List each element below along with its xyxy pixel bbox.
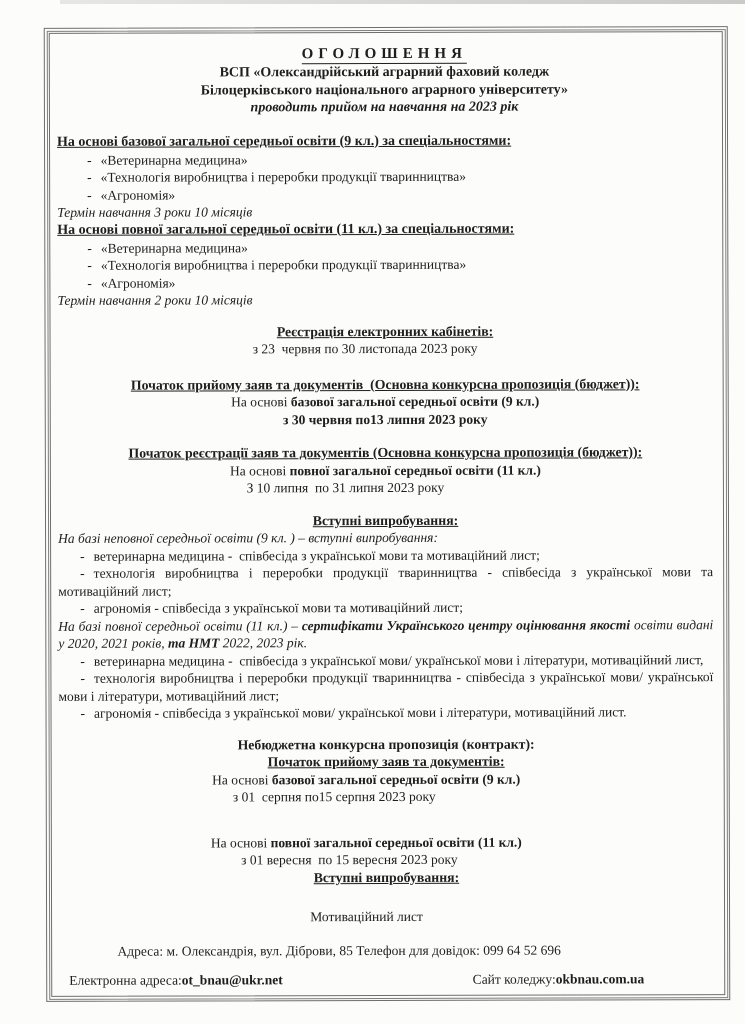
basis-prefix: На основі [231,394,291,410]
basis-bold: повної загальної середньої освіти (11 кл.) [270,834,522,850]
contact-footer [59,941,714,990]
exam-item-text: технологія виробництва і переробки продукції тваринництва - співбесіда з української мови/ української мови і літератури, мотиваційний лист; [58,669,717,704]
dash-bullet: - [87,187,92,203]
specialty-label: «Агрономія» [100,187,176,203]
admission-11-heading: На основі повної загальної середньої освіти (11 кл.) за спеціальностями: [57,221,515,238]
specialty-label: «Ветеринарна медицина» [100,239,248,256]
basis-prefix: На основі [229,462,290,478]
contract-dates-11: з 01 вересня по 15 вересня 2023 року [241,851,458,868]
dash-bullet: - [87,240,92,256]
dash-bullet: - [87,169,92,185]
frame-border-middle [46,29,728,1000]
dash-bullet: - [80,705,86,721]
exam-item-text: ветеринарна медицина - співбесіда з української мови/ української мови і літератури, мотиваційний лист, [93,651,704,669]
exam-item [58,668,717,705]
contract-proposal [59,735,714,927]
exam-item-text: ветеринарна медицина - співбесіда з української мови та мотиваційний лист; [93,547,540,564]
email-line [69,971,283,989]
frame-border-outer [44,26,731,1002]
basis-prefix: На основі [210,834,271,850]
dash-bullet: - [87,152,92,168]
contract-dates-9: з 01 серпня по15 серпня 2023 року [232,788,436,805]
intake-budget-11-basis [58,461,713,480]
intake-budget-11-dates: З 10 липня по 31 липня 2023 року [246,479,445,496]
specialty-item [57,167,712,186]
contract-exams-heading: Вступні випробування: [313,869,460,885]
study-term-9: Термін навчання 3 роки 10 місяців [57,204,253,220]
intake-budget-11-heading: Початок реєстрації заяв та документів (Основна конкурсна пропозиція (бюджет)): [128,444,643,461]
specialty-item [57,150,712,169]
registration-dates: з 23 червня по 30 листопада 2023 року [252,340,478,357]
page-title-text: ОГОЛОШЕННЯ [301,45,467,63]
specialty-label: «Технологія виробництва і переробки продукції тваринництва» [100,168,466,185]
specialty-label: «Ветеринарна медицина» [100,151,248,168]
exams-intro-11 [58,616,717,653]
contract-exam-type: Мотиваційний лист [310,908,423,925]
exam-item [58,598,713,617]
dash-bullet: - [80,548,85,564]
org-name-line1: ВСП «Олександрійський аграрний фаховий коледж [219,64,550,81]
specialty-item [57,255,712,274]
intake-budget-11 [58,443,713,497]
dash-bullet: - [87,275,92,291]
basis-bold: повної загальної середньої освіти (11 кл.) [289,462,541,478]
registration-heading: Реєстрація електронних кабінетів: [276,323,494,339]
contact-row [59,970,714,989]
intake-budget-9-dates: з 30 червня по13 липня 2023 року [282,411,488,427]
exam-item [58,563,717,600]
study-term-11: Термін навчання 2 роки 10 місяців [57,292,253,308]
exams-intro-9: На базі неповної середньої освіти (9 кл. ) – вступні випробування: [58,529,438,546]
exam-item [58,546,713,565]
intake-budget-9 [58,375,713,429]
announcement-header [57,43,712,117]
address-line: Адреса: м. Олександрія, вул. Діброви, 85 Телефон для довідок: 099 64 52 696 [117,942,561,959]
basis-prefix: На основі [212,771,272,787]
admission-basis-11 [57,220,712,310]
basis-bold: базової загальної середньої освіти (9 кл.) [271,771,521,787]
scan-edge-artifact [60,0,745,4]
website-value: okbnau.com.ua [555,971,645,987]
intro-11-seg: 2022, 2023 рік. [222,635,308,651]
dash-bullet: - [80,653,85,669]
website-label: Сайт коледжу: [472,971,556,987]
dash-bullet: - [80,565,85,581]
admission-basis-9 [57,132,712,222]
intro-11-seg: освіти видані у 2020, 2021 років, [58,616,717,651]
org-name-line2: Білоцерківського національного аграрного університету» [200,82,569,98]
intake-budget-9-heading: Початок прийому заяв та документів (Основна конкурсна пропозиція (бюджет)): [130,375,640,393]
entrance-exams [58,511,717,723]
specialty-item [57,273,712,292]
page-title [57,43,712,65]
admission-9-heading: На основі базової загальної середньої освіти (9 кл.) за спеціальностями: [57,133,512,150]
contract-basis-9 [49,770,694,789]
specialty-item [57,185,712,204]
frame-border-inner [49,31,726,997]
specialty-label: «Технологія виробництва і переробки продукції тваринництва» [100,256,467,273]
dash-bullet: - [80,670,85,686]
e-cabinet-registration [57,322,712,359]
intro-11-seg: На базі повної середньої освіти (11 кл.) – [58,617,302,634]
basis-bold: базової загальної середньої освіти (9 кл.) [290,393,540,410]
contract-heading: Небюджетна конкурсна пропозиція (контракт): [237,736,535,752]
website-line [473,970,645,988]
intake-budget-9-basis [58,392,713,411]
document-frame [44,26,731,1002]
dash-bullet: - [80,600,85,616]
contract-basis-11 [49,833,694,852]
intro-11-seg-bold: та НМТ [167,635,223,651]
exam-item-text: агрономія - співбесіда з української мови та мотиваційний лист; [93,599,464,616]
contract-subheading: Початок прийому заяв та документів: [267,753,505,770]
intro-11-seg-bold: сертифікати Українського центру оцінювання якості [301,616,634,633]
email-value: ot_bnau@ukr.net [181,972,283,988]
exam-item-text: агрономія - співбесіда з української мови/ української мови і літератури, мотиваційний лист. [94,704,627,721]
exams-heading: Вступні випробування: [312,512,459,528]
dash-bullet: - [87,257,92,273]
exam-item [58,651,713,670]
specialty-label: «Агрономія» [100,275,176,291]
exam-item-text: технологія виробництва і переробки продукції тваринництва - співбесіда з української мови та мотиваційний лист; [58,564,717,599]
specialty-item [57,238,712,257]
exam-item [58,703,713,722]
announcement-subtitle: проводить прийом на навчання на 2023 рік [250,99,519,116]
email-label: Електронна адреса: [69,972,182,988]
